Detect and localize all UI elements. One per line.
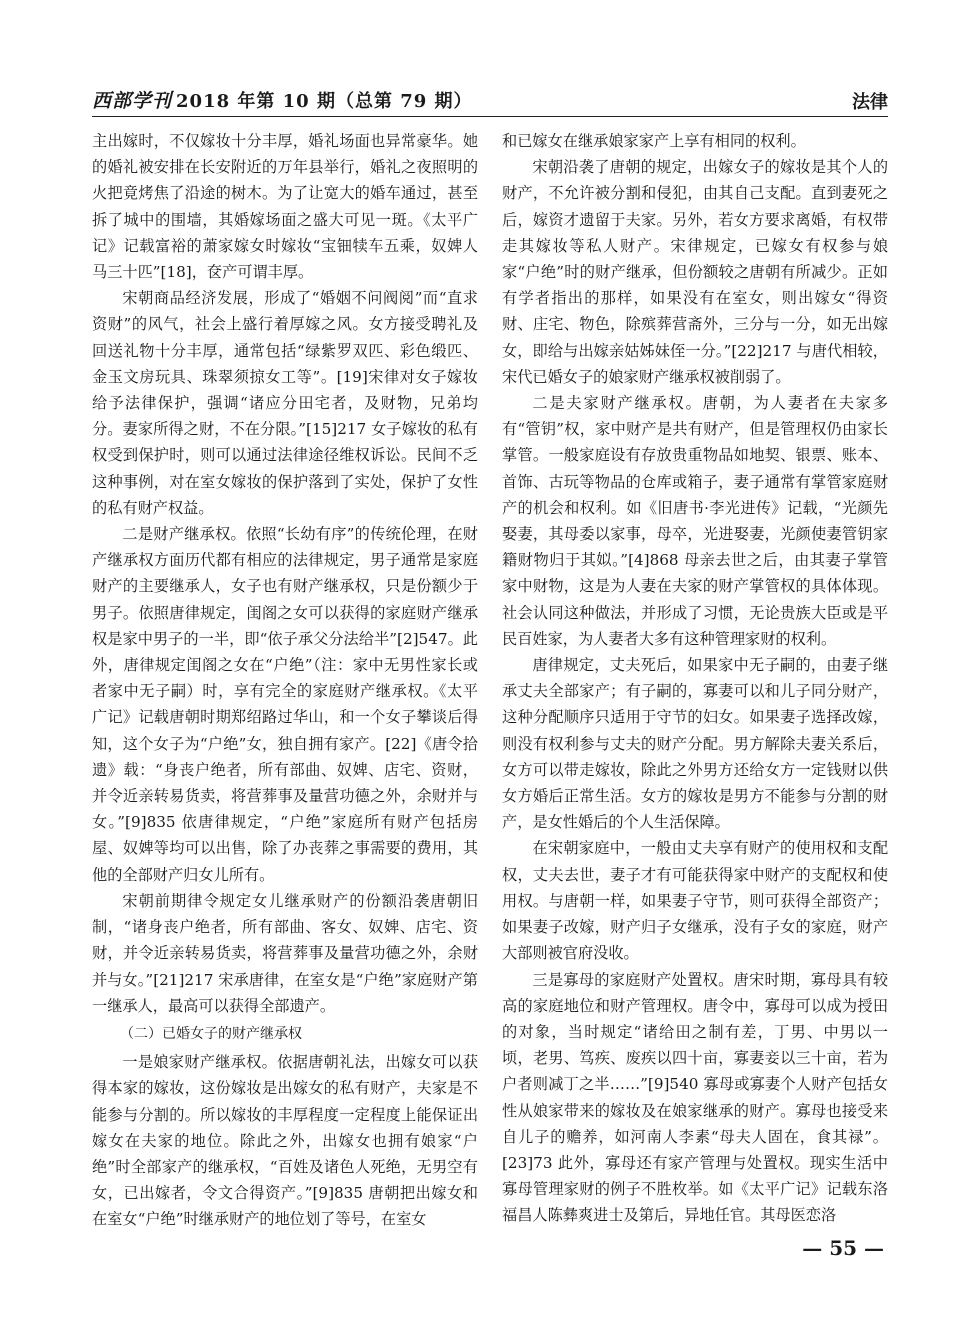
paragraph: 在宋朝家庭中，一般由丈夫享有财产的使用权和支配权，丈夫去世，妻子才有可能获得家中财产的支配权和使用权。与唐朝一样，如果妻子守节，则可获得全部资产；如果妻子改嫁，财产归子女继承，没有子女的家庭，财产大部则被官府没收。 [502, 839, 888, 963]
paragraph: 二是夫家财产继承权。唐朝，为人妻者在夫家多有“管钥”权，家中财产是共有财产，但是管理权仍由家长掌管。一般家庭设有存放贵重物品如地契、银票、账本、首饰、古玩等物品的仓库或箱子，妻子通常有掌管家庭财产的机会和权利。如《旧唐书·李光进传》记载，“光颜先娶妻，其母委以家事，母卒，光进娶妻，光颜使妻管钥家籍财物归于其姒。”[4]868 母亲去世之后，由其妻子掌管家中财物，这是为人妻在夫家的财产掌管权的具体体现。社会认同这种做法，并形成了习惯，无论贵族大臣或是平民百姓家，为人妻者大多有这种管理家财的权利。 [502, 394, 888, 648]
paragraph: 宋朝商品经济发展，形成了“婚姻不问阀阅”而“直求资财”的风气，社会上盛行着厚嫁之风。女方接受聘礼及回送礼物十分丰厚，通常包括“绿紫罗双匹、彩色缎匹、金玉文房玩具、珠翠须掠女工等”。[19]宋律对女子嫁妆给予法律保护，强调“诸应分田宅者，及财物，兄弟均分。妻家所得之财，不在分限。”[15]217 女子嫁妆的私有权受到保护时，则可以通过法律途径维权诉讼。民间不乏这种事例，对在室女嫁妆的保护落到了实处，保护了女性的私有财产权益。 [92, 289, 478, 517]
paragraph: 宋朝沿袭了唐朝的规定，出嫁女子的嫁妆是其个人的财产，不允许被分割和侵犯，由其自己支配。直到妻死之后，嫁资才遗留于夫家。另外，若女方要求离婚，有权带走其嫁妆等私人财产。宋律规定，已嫁女有权参与娘家“户绝”时的财产继承，但份额较之唐朝有所减少。正如有学者指出的那样，如果没有在室女，则出嫁女“得资财、庄宅、物色，除殡葬营斋外，三分与一分，如无出嫁女，即给与出嫁亲姑姊妹侄一分。”[22]217 与唐代相较，宋代已婚女子的娘家财产继承权被削弱了。 [502, 158, 888, 386]
paragraph: 主出嫁时，不仅嫁妆十分丰厚，婚礼场面也异常豪华。她的婚礼被安排在长安附近的万年县举行，婚礼之夜照明的火把竟烤焦了沿途的树木。为了让宽大的婚车通过，甚至拆了城中的围墙，其婚嫁场面之盛大可见一斑。《太平广记》记载富裕的萧家嫁女时嫁妆“宝钿犊车五乘，奴婢人马三十匹”[18]，奁产可谓丰厚。 [92, 132, 478, 282]
left-column [92, 128, 478, 1233]
header-rule [92, 116, 888, 117]
paragraph: 三是寡母的家庭财产处置权。唐宋时期，寡母具有较高的家庭地位和财产管理权。唐令中，寡母可以成为授田的对象，当时规定“诸给田之制有差，丁男、中男以一顷，老男、笃疾、废疾以四十亩，寡妻妾以三十亩，若为户者则减丁之半……”[9]540 寡母或寡妻个人财产包括女性从娘家带来的嫁妆及在娘家继承的财产。寡母也接受来自儿子的赡养，如河南人李素“母夫人固在，食其禄”。[23]73 此外，寡母还有家产管理与处置权。现实生活中寡母管理家财的例子不胜枚举。如《太平广记》记载东洛福昌人陈彝爽进士及第后，异地任官。其母医恋洛 [502, 970, 888, 1225]
paragraph: 一是娘家财产继承权。依据唐朝礼法，出嫁女可以获得本家的嫁妆，这份嫁妆是出嫁女的私有财产，夫家是不能参与分割的。所以嫁妆的丰厚程度一定程度上能保证出嫁女在夫家的地位。除此之外，出嫁女也拥有娘家“户绝”时全部家产的继承权，“百姓及诸色人死绝，无男空有女，已出嫁者，令文合得资产。”[9]835 唐朝把出嫁女和在室女“户绝”时继承财产的地位划了等号，在室女 [92, 1053, 478, 1229]
journal-logo: 西部学刊 [92, 90, 173, 112]
issue-info: 2018 年第 10 期（总第 79 期） [176, 91, 473, 112]
right-column [502, 128, 888, 1229]
paragraph: 和已嫁女在继承娘家家产上享有相同的权利。 [502, 132, 806, 150]
paragraph: 宋朝前期律令规定女儿继承财产的份额沿袭唐朝旧制，“诸身丧户绝者，所有部曲、客女、奴婢、店宅、资财，并令近亲转易货卖，将营葬事及量营功德之外，余财并与女。”[21]217 宋承唐律，在室女是“户绝”家庭财产第一继承人，最高可以获得全部遗产。 [92, 891, 478, 1015]
subsection-heading: （二）已婚女子的财产继承权 [120, 1025, 302, 1042]
section-title: 法律 [852, 92, 888, 113]
page-number: — 55 — [802, 1236, 884, 1260]
journal-masthead [92, 86, 473, 113]
page-header [92, 86, 888, 120]
paragraph: 二是财产继承权。依照“长幼有序”的传统伦理，在财产继承权方面历代都有相应的法律规定，男子通常是家庭财产的主要继承人，女子也有财产继承权，只是份额少于男子。依照唐律规定，闺阁之女可以获得的家庭财产继承权是家中男子的一半，即“依子承父分法给半”[2]547。此外，唐律规定闺阁之女在“户绝”（注：家中无男性家长或者家中无子嗣）时，享有完全的家庭财产继承权。《太平广记》记载唐朝时期郑绍路过华山，和一个女子攀谈后得知，这个女子为“户绝”女，独自拥有家产。[22]《唐令拾遗》载：“身丧户绝者，所有部曲、奴婢、店宅、资财，并令近亲转易货卖，将营葬事及量营功德之外，余财并与女。”[9]835 依唐律规定，“户绝”家庭所有财产包括房屋、奴婢等均可以出售，除了办丧葬之事需要的费用，其他的全部财产归女儿所有。 [92, 525, 478, 884]
paragraph: 唐律规定，丈夫死后，如果家中无子嗣的，由妻子继承丈夫全部家产；有子嗣的，寡妻可以和儿子同分财产，这种分配顺序只适用于守节的妇女。如果妻子选择改嫁，则没有权利参与丈夫的财产分配。男方解除夫妻关系后，女方可以带走嫁妆，除此之外男方还给女方一定钱财以供女方婚后正常生活。女方的嫁妆是男方不能参与分割的财产，是女性婚后的个人生活保障。 [502, 656, 888, 832]
